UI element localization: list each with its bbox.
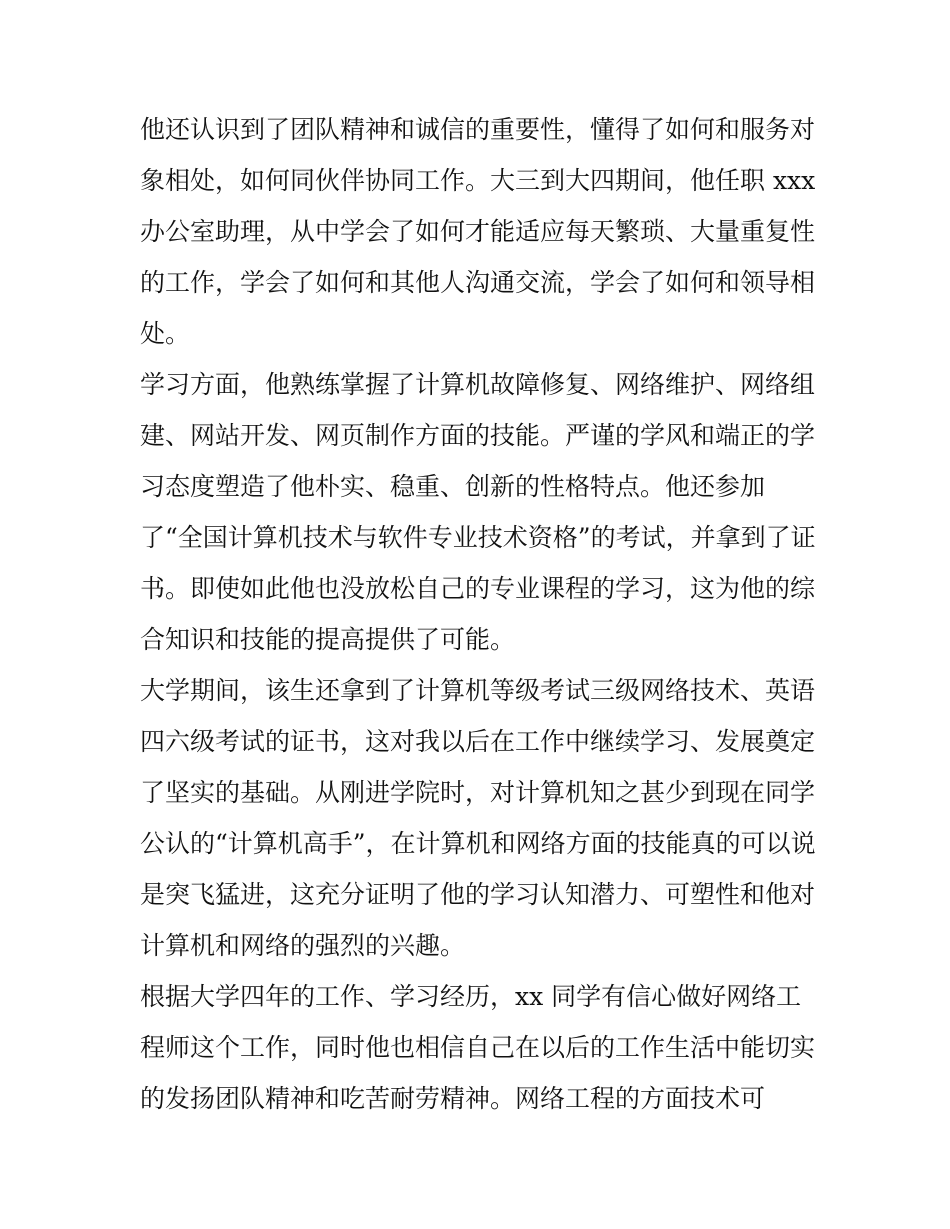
text-line: 公认的“计算机高手”，在计算机和网络方面的技能真的可以说 <box>140 829 816 858</box>
text-line: 处。 <box>140 319 191 348</box>
document-body <box>140 104 820 1124</box>
text-line: 他还认识到了团队精神和诚信的重要性，懂得了如何和服务对 <box>140 115 816 144</box>
text-line: 习态度塑造了他朴实、稳重、创新的性格特点。他还参加 <box>140 472 766 501</box>
text-line: 是突飞猛进，这充分证明了他的学习认知潜力、可塑性和他对 <box>140 880 816 909</box>
text-line: 学习方面，他熟练掌握了计算机故障修复、网络维护、网络组 <box>140 370 816 399</box>
text-line: 书。即使如此他也没放松自己的专业课程的学习，这为他的综 <box>140 574 816 603</box>
text-line: 大学期间，该生还拿到了计算机等级考试三级网络技术、英语 <box>140 676 816 705</box>
text-line: 象相处，如何同伙伴协同工作。大三到大四期间，他任职 xxx <box>140 166 816 195</box>
text-line: 根据大学四年的工作、学习经历，xx 同学有信心做好网络工 <box>140 982 802 1011</box>
text-line: 合知识和技能的提高提供了可能。 <box>140 625 516 654</box>
text-line: 办公室助理，从中学会了如何才能适应每天繁琐、大量重复性 <box>140 217 816 246</box>
text-line: 四六级考试的证书，这对我以后在工作中继续学习、发展奠定 <box>140 727 816 756</box>
text-line: 了“全国计算机技术与软件专业技术资格”的考试，并拿到了证 <box>140 523 816 552</box>
text-line: 的发扬团队精神和吃苦耐劳精神。网络工程的方面技术可 <box>140 1084 766 1113</box>
text-line: 建、网站开发、网页制作方面的技能。严谨的学风和端正的学 <box>140 421 816 450</box>
text-line: 的工作，学会了如何和其他人沟通交流，学会了如何和领导相 <box>140 268 816 297</box>
text-line: 了坚实的基础。从刚进学院时，对计算机知之甚少到现在同学 <box>140 778 816 807</box>
text-line: 程师这个工作，同时他也相信自己在以后的工作生活中能切实 <box>140 1033 816 1062</box>
text-line: 计算机和网络的强烈的兴趣。 <box>140 931 466 960</box>
